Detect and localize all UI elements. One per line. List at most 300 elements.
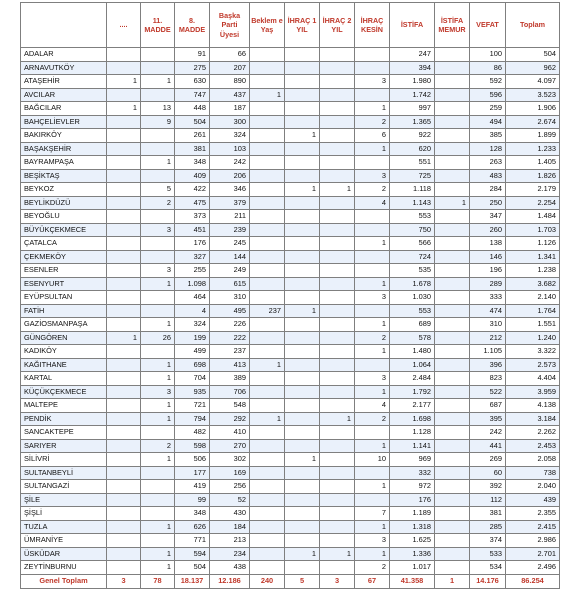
table-cell: 1	[141, 561, 175, 575]
table-cell	[250, 561, 285, 575]
column-header: İHRAÇ KESİN	[355, 3, 390, 48]
district-name: MALTEPE	[21, 399, 107, 413]
table-cell	[250, 399, 285, 413]
table-cell: 13	[141, 102, 175, 116]
table-cell	[320, 210, 355, 224]
table-cell	[355, 223, 390, 237]
table-cell	[435, 507, 470, 521]
table-cell	[435, 129, 470, 143]
table-cell	[250, 156, 285, 170]
table-cell: 1	[285, 183, 320, 197]
table-cell: 1	[355, 237, 390, 251]
table-cell	[435, 210, 470, 224]
table-cell	[107, 399, 141, 413]
table-cell: 2.573	[506, 358, 560, 372]
table-cell: 1	[141, 399, 175, 413]
table-cell	[141, 169, 175, 183]
table-cell: 381	[175, 142, 210, 156]
table-cell	[250, 520, 285, 534]
table-cell	[141, 291, 175, 305]
column-header: 8. MADDE	[175, 3, 210, 48]
table-cell: 1	[355, 102, 390, 116]
district-name: BÜYÜKÇEKMECE	[21, 223, 107, 237]
table-cell: 1.017	[390, 561, 435, 575]
table-cell: 3.959	[506, 385, 560, 399]
table-cell	[250, 223, 285, 237]
table-cell	[107, 264, 141, 278]
table-cell	[141, 480, 175, 494]
table-cell	[435, 345, 470, 359]
table-cell	[107, 507, 141, 521]
table-cell: 1.906	[506, 102, 560, 116]
table-cell	[435, 277, 470, 291]
table-cell: 475	[175, 196, 210, 210]
table-cell	[141, 61, 175, 75]
table-cell	[435, 250, 470, 264]
table-cell: 302	[210, 453, 250, 467]
table-cell	[320, 507, 355, 521]
table-cell: 327	[175, 250, 210, 264]
district-name: BEYKOZ	[21, 183, 107, 197]
table-cell: 1	[355, 439, 390, 453]
table-cell	[355, 264, 390, 278]
table-cell: 374	[470, 534, 506, 548]
table-cell: 3	[141, 264, 175, 278]
table-cell: 7	[355, 507, 390, 521]
table-row	[21, 426, 560, 440]
table-cell	[107, 412, 141, 426]
table-cell: 389	[210, 372, 250, 386]
table-row	[21, 129, 560, 143]
table-cell: 347	[470, 210, 506, 224]
table-cell: 1	[285, 547, 320, 561]
table-cell	[355, 493, 390, 507]
total-row	[21, 574, 560, 588]
table-cell	[435, 169, 470, 183]
table-cell	[250, 372, 285, 386]
table-cell	[250, 237, 285, 251]
total-cell: 78	[141, 574, 175, 588]
table-cell	[107, 291, 141, 305]
table-row	[21, 439, 560, 453]
table-cell: 99	[175, 493, 210, 507]
table-cell: 4	[355, 399, 390, 413]
table-row	[21, 48, 560, 62]
total-cell: 5	[285, 574, 320, 588]
district-name: BEYOĞLU	[21, 210, 107, 224]
table-cell	[320, 561, 355, 575]
table-cell: 1	[285, 453, 320, 467]
table-cell: 506	[175, 453, 210, 467]
column-header: Başka Parti Üyesi	[210, 3, 250, 48]
table-cell	[285, 466, 320, 480]
table-cell: 176	[390, 493, 435, 507]
table-cell	[435, 48, 470, 62]
table-cell: 260	[470, 223, 506, 237]
table-cell: 548	[210, 399, 250, 413]
total-cell: 12.186	[210, 574, 250, 588]
table-cell	[141, 142, 175, 156]
table-cell: 346	[210, 183, 250, 197]
table-cell	[107, 250, 141, 264]
table-cell: 1.899	[506, 129, 560, 143]
table-row	[21, 304, 560, 318]
table-cell: 578	[390, 331, 435, 345]
table-cell: 2.415	[506, 520, 560, 534]
table-cell	[250, 210, 285, 224]
table-cell	[435, 466, 470, 480]
table-cell: 1.118	[390, 183, 435, 197]
table-cell	[250, 453, 285, 467]
header-row	[21, 3, 560, 48]
table-cell	[320, 48, 355, 62]
table-cell: 4	[175, 304, 210, 318]
table-cell: 689	[390, 318, 435, 332]
district-name: SARIYER	[21, 439, 107, 453]
table-cell	[107, 115, 141, 129]
table-cell: 3	[355, 169, 390, 183]
table-cell: 177	[175, 466, 210, 480]
district-name: BAYRAMPAŞA	[21, 156, 107, 170]
table-cell: 348	[175, 507, 210, 521]
table-cell	[107, 183, 141, 197]
table-cell: 26	[141, 331, 175, 345]
total-cell: 18.137	[175, 574, 210, 588]
table-cell	[435, 183, 470, 197]
table-cell: 422	[175, 183, 210, 197]
table-cell	[107, 466, 141, 480]
table-row	[21, 250, 560, 264]
table-cell: 138	[470, 237, 506, 251]
table-cell: 373	[175, 210, 210, 224]
district-name: BAKIRKÖY	[21, 129, 107, 143]
district-table	[20, 2, 560, 589]
table-cell	[320, 196, 355, 210]
table-row	[21, 183, 560, 197]
district-name: ZEYTİNBURNU	[21, 561, 107, 575]
district-name: BAHÇELİEVLER	[21, 115, 107, 129]
table-cell: 1.742	[390, 88, 435, 102]
table-cell: 269	[470, 453, 506, 467]
table-cell: 5	[141, 183, 175, 197]
table-cell	[107, 439, 141, 453]
table-cell: 438	[210, 561, 250, 575]
table-cell: 1	[355, 318, 390, 332]
table-cell	[320, 331, 355, 345]
table-cell	[250, 277, 285, 291]
table-cell	[107, 385, 141, 399]
table-cell	[355, 304, 390, 318]
district-name: KAĞITHANE	[21, 358, 107, 372]
table-cell	[355, 426, 390, 440]
table-cell: 292	[210, 412, 250, 426]
table-cell	[285, 61, 320, 75]
table-cell: 738	[506, 466, 560, 480]
table-cell	[250, 547, 285, 561]
table-cell: 2.177	[390, 399, 435, 413]
table-cell: 935	[175, 385, 210, 399]
table-cell	[285, 534, 320, 548]
table-cell: 86	[470, 61, 506, 75]
table-cell	[285, 358, 320, 372]
table-cell	[141, 48, 175, 62]
table-cell	[250, 250, 285, 264]
table-cell: 247	[390, 48, 435, 62]
table-cell	[320, 61, 355, 75]
table-cell	[250, 466, 285, 480]
table-cell	[141, 88, 175, 102]
table-cell: 972	[390, 480, 435, 494]
table-row	[21, 331, 560, 345]
table-cell: 3	[141, 223, 175, 237]
table-cell: 4.138	[506, 399, 560, 413]
table-row	[21, 412, 560, 426]
table-cell: 385	[470, 129, 506, 143]
table-cell: 2.484	[390, 372, 435, 386]
table-cell: 381	[470, 507, 506, 521]
table-cell	[141, 534, 175, 548]
table-cell: 2	[355, 115, 390, 129]
table-cell	[250, 480, 285, 494]
table-cell: 704	[175, 372, 210, 386]
table-cell: 196	[470, 264, 506, 278]
table-cell: 2	[141, 196, 175, 210]
table-cell: 482	[175, 426, 210, 440]
table-cell	[107, 520, 141, 534]
table-cell: 169	[210, 466, 250, 480]
total-cell: 1	[435, 574, 470, 588]
table-cell	[250, 75, 285, 89]
table-cell	[107, 129, 141, 143]
table-cell: 3.523	[506, 88, 560, 102]
table-cell: 1	[107, 102, 141, 116]
table-cell: 3.682	[506, 277, 560, 291]
total-cell: 14.176	[470, 574, 506, 588]
district-name: BEYLİKDÜZÜ	[21, 196, 107, 210]
table-row	[21, 210, 560, 224]
table-cell: 256	[210, 480, 250, 494]
table-cell: 771	[175, 534, 210, 548]
district-name: ATAŞEHİR	[21, 75, 107, 89]
column-header: İHRAÇ 2 YIL	[320, 3, 355, 48]
table-cell: 263	[470, 156, 506, 170]
district-name: SULTANGAZİ	[21, 480, 107, 494]
table-cell: 199	[175, 331, 210, 345]
table-cell	[435, 493, 470, 507]
table-cell	[285, 439, 320, 453]
table-cell	[285, 88, 320, 102]
table-cell: 794	[175, 412, 210, 426]
table-cell: 439	[506, 493, 560, 507]
table-cell	[320, 345, 355, 359]
table-cell: 1.826	[506, 169, 560, 183]
table-cell	[320, 304, 355, 318]
table-cell	[285, 291, 320, 305]
table-cell: 969	[390, 453, 435, 467]
table-cell: 698	[175, 358, 210, 372]
column-header: İSTİFA MEMUR	[435, 3, 470, 48]
table-cell: 483	[470, 169, 506, 183]
table-cell: 1	[355, 385, 390, 399]
table-cell	[250, 331, 285, 345]
table-cell: 3	[141, 385, 175, 399]
table-cell: 52	[210, 493, 250, 507]
column-header: Beklem e Yaş	[250, 3, 285, 48]
table-cell	[107, 210, 141, 224]
table-cell: 1	[435, 196, 470, 210]
table-cell: 206	[210, 169, 250, 183]
table-cell: 522	[470, 385, 506, 399]
table-cell	[435, 142, 470, 156]
table-cell: 1.064	[390, 358, 435, 372]
table-cell: 310	[470, 318, 506, 332]
table-cell: 419	[175, 480, 210, 494]
table-cell	[320, 264, 355, 278]
table-cell	[320, 453, 355, 467]
table-cell	[435, 358, 470, 372]
table-cell	[250, 493, 285, 507]
table-cell	[435, 399, 470, 413]
table-row	[21, 169, 560, 183]
table-cell	[320, 439, 355, 453]
table-cell: 1.678	[390, 277, 435, 291]
table-cell	[435, 412, 470, 426]
table-row	[21, 534, 560, 548]
table-cell: 725	[390, 169, 435, 183]
table-cell: 176	[175, 237, 210, 251]
table-cell	[435, 88, 470, 102]
table-cell	[285, 210, 320, 224]
table-cell: 9	[141, 115, 175, 129]
table-cell: 270	[210, 439, 250, 453]
table-cell: 594	[175, 547, 210, 561]
table-row	[21, 237, 560, 251]
table-cell	[435, 372, 470, 386]
district-name: BEŞİKTAŞ	[21, 169, 107, 183]
table-cell: 3.184	[506, 412, 560, 426]
table-cell: 1.189	[390, 507, 435, 521]
table-cell: 3	[355, 75, 390, 89]
table-cell: 1	[320, 412, 355, 426]
column-header: İSTİFA	[390, 3, 435, 48]
table-cell	[107, 453, 141, 467]
table-cell	[320, 426, 355, 440]
district-name: SULTANBEYLİ	[21, 466, 107, 480]
table-cell: 2.040	[506, 480, 560, 494]
table-cell	[107, 345, 141, 359]
district-name: TUZLA	[21, 520, 107, 534]
district-name: SANCAKTEPE	[21, 426, 107, 440]
table-cell: 499	[175, 345, 210, 359]
table-cell	[107, 426, 141, 440]
table-cell	[355, 210, 390, 224]
table-cell: 747	[175, 88, 210, 102]
table-cell: 1.143	[390, 196, 435, 210]
table-cell	[141, 250, 175, 264]
table-cell: 1.551	[506, 318, 560, 332]
table-cell	[250, 142, 285, 156]
table-cell	[435, 439, 470, 453]
table-cell	[250, 291, 285, 305]
district-name: FATİH	[21, 304, 107, 318]
table-cell: 213	[210, 534, 250, 548]
table-cell: 533	[470, 547, 506, 561]
table-cell	[435, 264, 470, 278]
table-cell: 1.405	[506, 156, 560, 170]
table-cell: 2.355	[506, 507, 560, 521]
table-cell	[355, 88, 390, 102]
table-cell	[320, 480, 355, 494]
table-cell: 103	[210, 142, 250, 156]
table-cell	[320, 358, 355, 372]
table-cell: 1	[355, 142, 390, 156]
table-row	[21, 399, 560, 413]
table-cell: 620	[390, 142, 435, 156]
table-cell	[320, 520, 355, 534]
table-cell	[355, 358, 390, 372]
table-cell	[285, 264, 320, 278]
table-cell: 249	[210, 264, 250, 278]
district-name: GÜNGÖREN	[21, 331, 107, 345]
table-cell	[320, 129, 355, 143]
table-cell: 1.318	[390, 520, 435, 534]
table-cell	[285, 318, 320, 332]
table-row	[21, 466, 560, 480]
table-cell: 724	[390, 250, 435, 264]
table-cell: 275	[175, 61, 210, 75]
table-cell	[355, 250, 390, 264]
table-cell: 211	[210, 210, 250, 224]
table-cell: 2.701	[506, 547, 560, 561]
table-cell	[435, 223, 470, 237]
table-cell	[320, 102, 355, 116]
table-cell: 1	[141, 358, 175, 372]
district-name: ESENLER	[21, 264, 107, 278]
table-cell: 1.098	[175, 277, 210, 291]
table-cell: 1.238	[506, 264, 560, 278]
table-cell: 1	[141, 453, 175, 467]
table-cell: 300	[210, 115, 250, 129]
table-cell: 222	[210, 331, 250, 345]
table-cell	[285, 520, 320, 534]
table-cell	[435, 520, 470, 534]
table-row	[21, 102, 560, 116]
table-cell	[320, 399, 355, 413]
table-cell: 706	[210, 385, 250, 399]
table-cell	[285, 372, 320, 386]
table-cell	[107, 156, 141, 170]
table-cell	[141, 426, 175, 440]
table-cell: 91	[175, 48, 210, 62]
table-cell: 207	[210, 61, 250, 75]
table-cell	[107, 88, 141, 102]
table-cell: 687	[470, 399, 506, 413]
table-cell	[320, 277, 355, 291]
column-header	[21, 3, 107, 48]
table-cell: 1.484	[506, 210, 560, 224]
table-row	[21, 318, 560, 332]
district-name: ADALAR	[21, 48, 107, 62]
table-cell: 1	[250, 358, 285, 372]
table-cell: 721	[175, 399, 210, 413]
total-cell: 41.358	[390, 574, 435, 588]
table-cell	[285, 102, 320, 116]
table-cell: 464	[175, 291, 210, 305]
table-cell: 1.703	[506, 223, 560, 237]
table-cell: 234	[210, 547, 250, 561]
table-cell: 534	[470, 561, 506, 575]
table-cell	[285, 156, 320, 170]
